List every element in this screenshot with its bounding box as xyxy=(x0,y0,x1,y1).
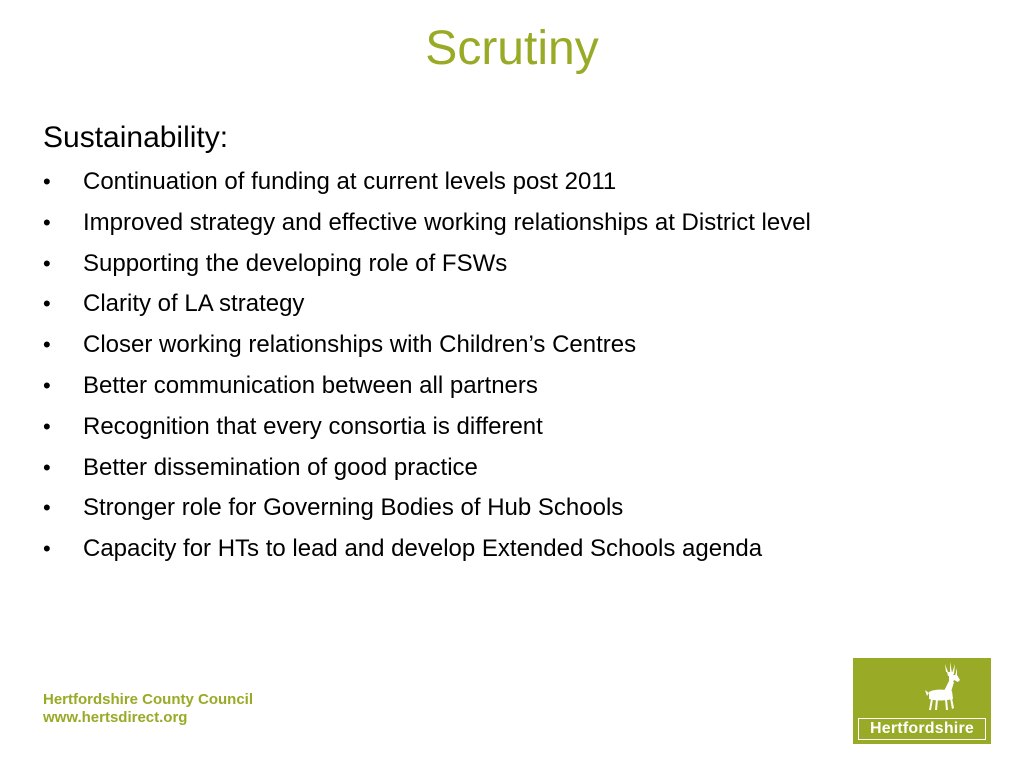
bullet-icon: • xyxy=(43,332,51,358)
list-item xyxy=(43,325,811,366)
bullet-icon: • xyxy=(43,413,51,439)
list-item xyxy=(43,448,811,489)
slide-subheading: Sustainability: xyxy=(43,121,229,154)
list-item-text: Improved strategy and effective working relationships at District level xyxy=(83,208,811,236)
logo-text: Hertfordshire xyxy=(858,718,986,740)
list-item xyxy=(43,244,811,285)
list-item-text: Recognition that every consortia is different xyxy=(83,412,543,440)
bullet-icon: • xyxy=(43,372,51,398)
bullet-icon: • xyxy=(43,250,51,276)
hertfordshire-logo xyxy=(853,658,991,744)
list-item xyxy=(43,203,811,244)
bullet-list xyxy=(43,162,811,570)
list-item-text: Closer working relationships with Children’s Centres xyxy=(83,331,637,359)
bullet-icon: • xyxy=(43,495,51,521)
footer-website-link[interactable]: www.hertsdirect.org xyxy=(43,709,188,726)
bullet-icon: • xyxy=(43,454,51,480)
list-item xyxy=(43,284,811,325)
footer xyxy=(43,691,253,727)
footer-org-name: Hertfordshire County Council xyxy=(43,691,254,708)
bullet-icon: • xyxy=(43,536,51,562)
list-item xyxy=(43,162,811,203)
list-item-text: Supporting the developing role of FSWs xyxy=(83,249,508,277)
list-item xyxy=(43,407,811,448)
bullet-icon: • xyxy=(43,291,51,317)
stag-icon xyxy=(853,658,991,718)
bullet-icon: • xyxy=(43,169,51,194)
list-item-text: Better communication between all partners xyxy=(83,371,538,399)
list-item-text: Better dissemination of good practice xyxy=(83,453,478,481)
list-item xyxy=(43,366,811,407)
list-item xyxy=(43,488,811,529)
list-item-text: Capacity for HTs to lead and develop Extended Schools agenda xyxy=(83,535,763,563)
list-item-text: Stronger role for Governing Bodies of Hub Schools xyxy=(83,494,624,522)
list-item-text: Continuation of funding at current levels post 2011 xyxy=(83,168,617,195)
list-item-text: Clarity of LA strategy xyxy=(83,290,305,318)
bullet-icon: • xyxy=(43,209,51,235)
slide-title: Scrutiny xyxy=(425,22,599,75)
list-item xyxy=(43,529,811,570)
